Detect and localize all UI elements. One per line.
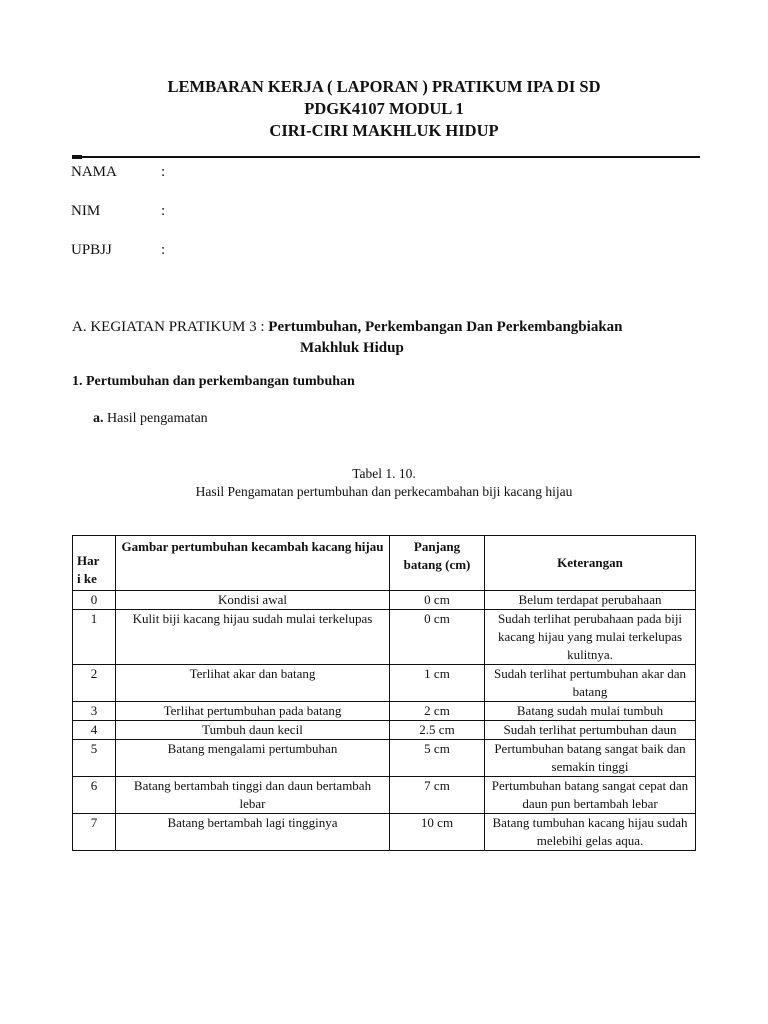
- cell-stem-length: 2.5 cm: [390, 721, 485, 740]
- cell-stem-length: 5 cm: [390, 740, 485, 777]
- cell-day: 3: [73, 702, 116, 721]
- sub-point-text: Hasil pengamatan: [103, 411, 208, 426]
- cell-description: Batang bertambah lagi tingginya: [116, 814, 390, 851]
- table-row: [73, 665, 696, 702]
- cell-remarks: Sudah terlihat pertumbuhan daun: [485, 721, 696, 740]
- sub-point-a: [93, 411, 208, 427]
- name-label: NAMA: [71, 164, 117, 180]
- cell-description: Terlihat akar dan batang: [116, 665, 390, 702]
- document-title-line1: LEMBARAN KERJA ( LAPORAN ) PRATIKUM IPA DI SD: [167, 77, 601, 96]
- cell-stem-length: 1 cm: [390, 665, 485, 702]
- table-row: [73, 740, 696, 777]
- cell-stem-length: 0 cm: [390, 591, 485, 610]
- cell-remarks: Batang tumbuhan kacang hijau sudah melebihi gelas aqua.: [485, 814, 696, 851]
- table-row: [73, 721, 696, 740]
- table-row: [73, 777, 696, 814]
- document-title-line2: PDGK4107 MODUL 1: [304, 99, 464, 118]
- upbjj-label: UPBJJ: [71, 242, 112, 258]
- cell-day: 5: [73, 740, 116, 777]
- header-remarks: Keterangan: [485, 536, 696, 591]
- header-stem-length: Panjang batang (cm): [390, 536, 485, 591]
- cell-remarks: Pertumbuhan batang sangat baik dan semakin tinggi: [485, 740, 696, 777]
- cell-remarks: Pertumbuhan batang sangat cepat dan daun pun bertambah lebar: [485, 777, 696, 814]
- cell-description: Tumbuh daun kecil: [116, 721, 390, 740]
- cell-remarks: Batang sudah mulai tumbuh: [485, 702, 696, 721]
- cell-stem-length: 0 cm: [390, 610, 485, 665]
- cell-stem-length: 2 cm: [390, 702, 485, 721]
- name-colon: :: [161, 164, 166, 180]
- cell-stem-length: 7 cm: [390, 777, 485, 814]
- cell-day: 2: [73, 665, 116, 702]
- header-day: Har i ke: [73, 536, 116, 591]
- table-caption: Hasil Pengamatan pertumbuhan dan perkecambahan biji kacang hijau: [195, 484, 573, 499]
- cell-description: Kulit biji kacang hijau sudah mulai terkelupas: [116, 610, 390, 665]
- table-header-row: [73, 536, 696, 591]
- header-divider: [72, 156, 700, 158]
- cell-description: Batang bertambah tinggi dan daun bertambah lebar: [116, 777, 390, 814]
- cell-day: 6: [73, 777, 116, 814]
- section-heading: [72, 317, 712, 359]
- table-row: [73, 702, 696, 721]
- cell-description: Batang mengalami pertumbuhan: [116, 740, 390, 777]
- header-growth-picture: Gambar pertumbuhan kecambah kacang hijau: [116, 536, 390, 591]
- cell-remarks: Belum terdapat perubahaan: [485, 591, 696, 610]
- subsection-heading: 1. Pertumbuhan dan perkembangan tumbuhan: [72, 374, 355, 389]
- cell-description: Kondisi awal: [116, 591, 390, 610]
- table-row: [73, 814, 696, 851]
- cell-stem-length: 10 cm: [390, 814, 485, 851]
- cell-description: Terlihat pertumbuhan pada batang: [116, 702, 390, 721]
- section-title-line2: Makhluk Hidup: [300, 340, 404, 356]
- cell-remarks: Sudah terlihat pertumbuhan akar dan batang: [485, 665, 696, 702]
- document-title-line3: CIRI-CIRI MAKHLUK HIDUP: [269, 121, 499, 140]
- cell-remarks: Sudah terlihat perubahaan pada biji kacang hijau yang mulai terkelupas kulitnya.: [485, 610, 696, 665]
- table-row: [73, 591, 696, 610]
- cell-day: 7: [73, 814, 116, 851]
- table-number: Tabel 1. 10.: [352, 466, 416, 481]
- upbjj-field: [71, 242, 166, 259]
- table-row: [73, 610, 696, 665]
- cell-day: 4: [73, 721, 116, 740]
- section-title-line1: Pertumbuhan, Perkembangan Dan Perkembangbiakan: [268, 319, 623, 335]
- observation-table: [72, 535, 696, 851]
- nim-colon: :: [161, 203, 166, 219]
- cell-day: 0: [73, 591, 116, 610]
- nim-label: NIM: [71, 203, 101, 219]
- sub-point-marker: a.: [93, 411, 104, 426]
- nim-field: [71, 203, 166, 220]
- upbjj-colon: :: [161, 242, 166, 258]
- name-field: [71, 164, 166, 181]
- section-prefix: A. KEGIATAN PRATIKUM 3 :: [72, 319, 269, 335]
- cell-day: 1: [73, 610, 116, 665]
